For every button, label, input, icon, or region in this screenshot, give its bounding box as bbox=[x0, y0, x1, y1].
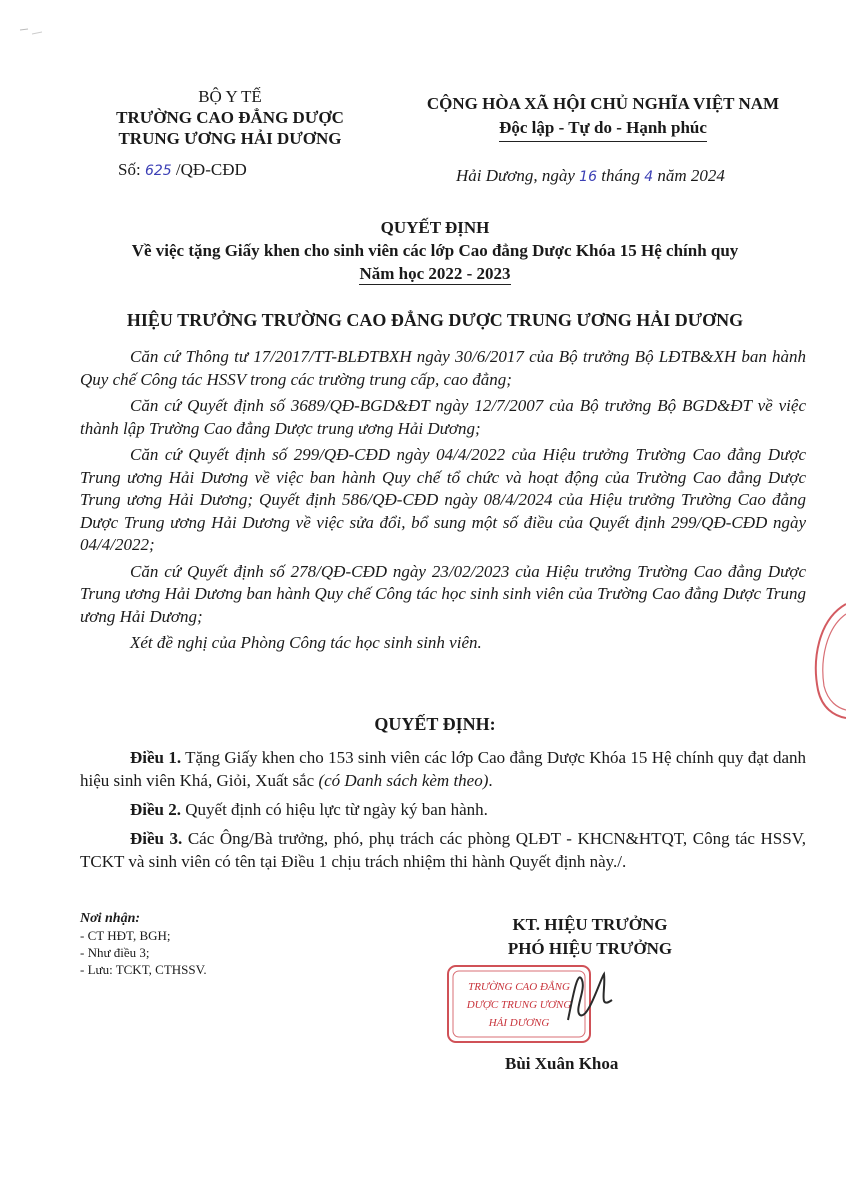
signer-name: Bùi Xuân Khoa bbox=[505, 1054, 619, 1073]
number-suffix: /QĐ-CĐD bbox=[171, 160, 247, 179]
date-suffix: năm 2024 bbox=[653, 166, 725, 185]
signature-title-1: KT. HIỆU TRƯỞNG bbox=[512, 915, 668, 934]
edge-stamp-fragment bbox=[808, 600, 846, 720]
date-mid: tháng bbox=[597, 166, 645, 185]
scan-speck bbox=[18, 22, 48, 42]
legal-basis-item: Căn cứ Quyết định số 299/QĐ-CĐD ngày 04/4/2022 của Hiệu trưởng Trường Cao đẳng Dược Trung ương Hải Dương về việc ban hành Quy chế tổ chức và hoạt động của Trường Cao đẳng Dược Trung ương Hải Dương; Quyết định 586/QĐ-CĐD ngày 08/4/2024 của Hiệu trưởng Trường Cao đẳng Dược Trung ương Hải Dương về việc sửa đổi, bổ sung một số điều của Quyết định 299/QĐ-CĐD ngày 04/4/2022; bbox=[80, 445, 806, 554]
number-prefix: Số: bbox=[118, 160, 145, 179]
legal-bases bbox=[80, 346, 806, 659]
nation-block bbox=[418, 92, 788, 142]
academic-year: Năm học 2022 - 2023 bbox=[359, 264, 511, 283]
national-motto: Độc lập - Tự do - Hạnh phúc bbox=[499, 116, 707, 142]
legal-basis-item: Căn cứ Thông tư 17/2017/TT-BLĐTBXH ngày 30/6/2017 của Bộ trưởng Bộ LĐTB&XH ban hành Quy chế Công tác HSSV trong các trường trung cấp, cao đẳng; bbox=[80, 347, 806, 389]
place-date bbox=[456, 166, 725, 186]
recipients-heading: Nơi nhận: bbox=[80, 911, 141, 926]
date-day: 16 bbox=[579, 169, 597, 185]
article-label: Điều 2. bbox=[130, 800, 181, 819]
signature-block bbox=[470, 913, 710, 961]
recipient-item: - Lưu: TCKT, CTHSSV. bbox=[80, 962, 207, 977]
article-3 bbox=[80, 827, 806, 873]
article-2 bbox=[80, 798, 806, 821]
recipient-item: - CT HĐT, BGH; bbox=[80, 928, 171, 943]
decision-heading: QUYẾT ĐỊNH: bbox=[374, 714, 496, 734]
articles bbox=[80, 746, 806, 879]
stamp-line-3: HẢI DƯƠNG bbox=[488, 1017, 550, 1029]
legal-basis-item: Căn cứ Quyết định số 3689/QĐ-BGD&ĐT ngày 12/7/2007 của Bộ trưởng Bộ BGD&ĐT về việc thành lập Trường Cao đẳng Dược trung ương Hải Dương; bbox=[80, 396, 806, 438]
article-text: Các Ông/Bà trưởng, phó, phụ trách các phòng QLĐT - KHCN&HTQT, Công tác HSSV, TCKT và sinh viên có tên tại Điều 1 chịu trách nhiệm thi hành Quyết định này./. bbox=[80, 829, 806, 871]
nation-name: CỘNG HÒA XÃ HỘI CHỦ NGHĨA VIỆT NAM bbox=[426, 94, 780, 113]
stamp-line-1: TRƯỜNG CAO ĐẲNG bbox=[468, 981, 570, 993]
title-block bbox=[40, 216, 830, 285]
school-name-line2: TRUNG ƯƠNG HẢI DƯƠNG bbox=[118, 129, 342, 148]
document-number bbox=[118, 160, 247, 180]
school-name-line1: TRƯỜNG CAO ĐẲNG DƯỢC bbox=[116, 108, 344, 127]
handwritten-signature bbox=[560, 960, 620, 1030]
article-label: Điều 1. bbox=[130, 748, 182, 767]
date-month: 4 bbox=[644, 169, 654, 185]
article-1 bbox=[80, 746, 806, 792]
legal-basis-item: Căn cứ Quyết định số 278/QĐ-CĐD ngày 23/02/2023 của Hiệu trưởng Trường Cao đẳng Dược Trung ương Hải Dương ban hành Quy chế Công tác học sinh sinh viên của Trường Cao đẳng Dược Trung ương Hải Dương; bbox=[80, 561, 806, 626]
article-text: Tặng Giấy khen cho 153 sinh viên các lớp Cao đẳng Dược Khóa 15 Hệ chính quy đạt danh hiệu sinh viên Khá, Giỏi, Xuất sắc bbox=[80, 748, 806, 790]
article-end: . bbox=[488, 771, 493, 790]
date-prefix: Hải Dương, ngày bbox=[456, 166, 580, 185]
signature-title-2: PHÓ HIỆU TRƯỞNG bbox=[507, 939, 673, 958]
document-subject: Về việc tặng Giấy khen cho sinh viên các lớp Cao đẳng Dược Khóa 15 Hệ chính quy bbox=[131, 241, 739, 260]
legal-basis-item: Xét đề nghị của Phòng Công tác học sinh sinh viên. bbox=[130, 633, 482, 652]
authority-heading: HIỆU TRƯỞNG TRƯỜNG CAO ĐẲNG DƯỢC TRUNG ƯƠNG HẢI DƯƠNG bbox=[126, 310, 744, 330]
article-label: Điều 3. bbox=[130, 829, 183, 848]
document-heading: QUYẾT ĐỊNH bbox=[380, 218, 490, 237]
issuer-block bbox=[110, 86, 350, 149]
article-text: Quyết định có hiệu lực từ ngày ký ban hành. bbox=[181, 800, 488, 819]
recipient-item: - Như điều 3; bbox=[80, 945, 150, 960]
recipients-block bbox=[80, 910, 207, 978]
ministry-name: BỘ Y TẾ bbox=[198, 87, 262, 106]
stamp-line-2: DƯỢC TRUNG ƯƠNG bbox=[466, 999, 572, 1011]
number-handwritten: 625 bbox=[144, 163, 172, 179]
article-note: (có Danh sách kèm theo) bbox=[318, 771, 489, 790]
